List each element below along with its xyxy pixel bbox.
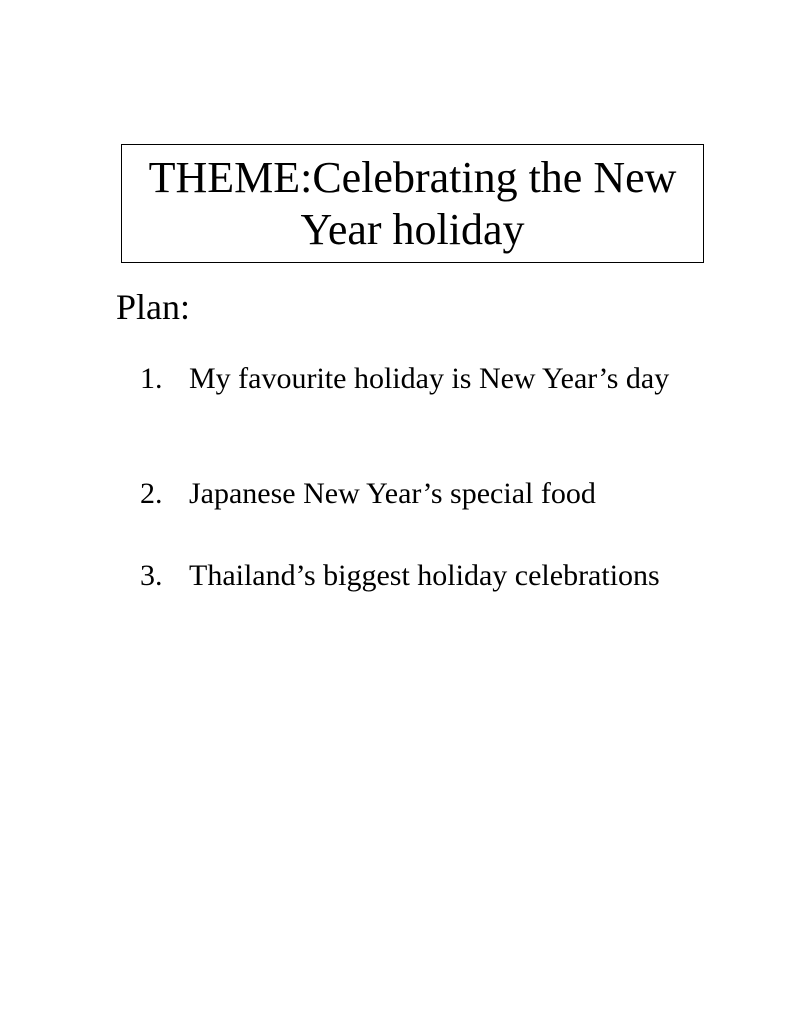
theme-title: THEME:Celebrating the New Year holiday [148,152,677,254]
theme-box [121,144,704,263]
plan-item-2 [140,475,680,513]
plan-label: Plan: [116,287,191,327]
plan-item-text: Japanese New Year’s special food [189,477,596,510]
plan-item-text: Thailand’s biggest holiday celebrations [189,559,660,592]
plan-item-3 [140,557,680,595]
plan-item-1 [140,360,680,398]
plan-item-number: 2. [140,477,163,510]
plan-item-number: 3. [140,559,163,592]
plan-item-number: 1. [140,362,163,395]
plan-item-text: My favourite holiday is New Year’s day [189,362,670,395]
